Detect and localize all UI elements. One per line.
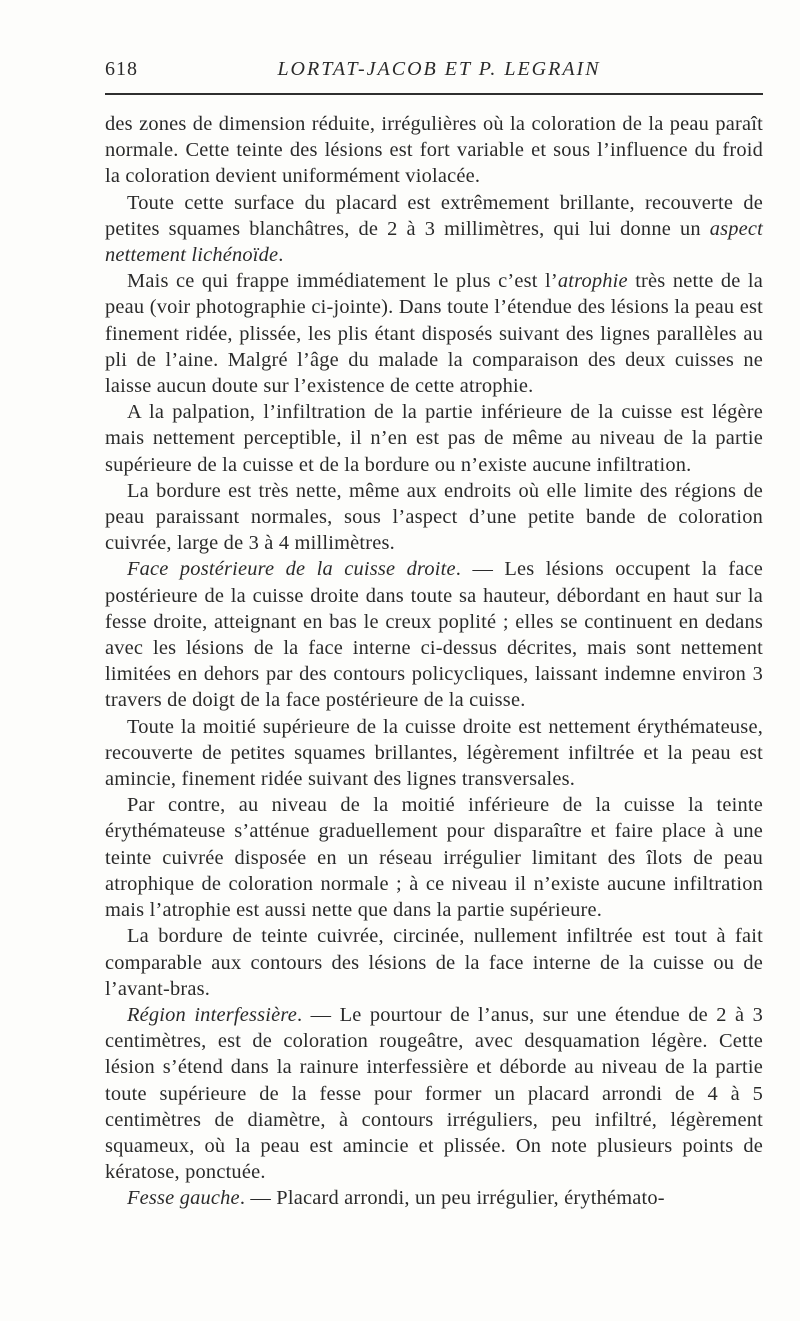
page-number: 618 xyxy=(105,58,138,80)
body-text xyxy=(105,111,763,1212)
paragraph-3 xyxy=(105,268,763,399)
paragraph-3-start: Mais ce qui frappe immédiatement le plus c’est l’ xyxy=(127,270,558,293)
paragraph-9-text: La bordure de teinte cuivrée, circinée, nullement infiltrée est tout à fait comparable aux contours des lésions de la face interne de la cuisse ou de l’avant-bras. xyxy=(105,925,763,1000)
paragraph-10 xyxy=(105,1002,763,1185)
paragraph-10-text: . — Le pourtour de l’anus, sur une étendue de 2 à 3 centimètres, est de coloration rougeâtre, avec desquamation légère. Cette lésion s’étend dans la rainure interfessière et déborde au niveau de la partie toute supérieure de la fesse pour former un placard arrondi de 4 à 5 centimètres de diamètre, à contours irréguliers, peu infiltré, légèrement squameux, où la peau est amincie et plissée. On note plusieurs points de kératose, ponctuée. xyxy=(105,1003,763,1184)
italic-emphasis: atrophie xyxy=(557,270,628,293)
paragraph-4-text: A la palpation, l’infiltration de la partie inférieure de la cuisse est légère mais nettement perceptible, il n’en est pas de même au niveau de la partie supérieure de la cuisse et de la bordure ou n’existe aucune infiltration. xyxy=(105,401,763,476)
paragraph-6-text: . — Les lésions occupent la face postérieure de la cuisse droite dans toute sa hauteur, débordant en haut sur la fesse droite, atteignant en bas le creux poplité ; elles se continuent en dedans avec les lésions de la face interne ci-dessus décrites, mais sont nettement limitées en dehors par des contours policycliques, laissant indemne environ 3 travers de doigt de la face postérieure de la cuisse. xyxy=(105,558,763,712)
section-heading: Face postérieure de la cuisse droite xyxy=(127,558,456,581)
paragraph-8-text: Par contre, au niveau de la moitié inférieure de la cuisse la teinte érythémateuse s’atténue graduellement pour disparaître et faire place à une teinte cuivrée disposée en un réseau irrégulier limitant des îlots de peau atrophique de coloration normale ; à ce niveau il n’existe aucune infiltration mais l’atrophie est aussi nette que dans la partie supérieure. xyxy=(105,794,763,922)
running-head: LORTAT-JACOB ET P. LEGRAIN xyxy=(277,58,601,80)
section-heading: Fesse gauche xyxy=(127,1187,240,1210)
paragraph-3-text: très nette de la peau (voir photographie ci-jointe). Dans toute l’étendue des lésions la peau est finement ridée, plissée, les plis étant disposés suivant des lignes parallèles au pli de l’aine. Malgré l’âge du malade la comparaison des deux cuisses ne laisse aucun doute sur l’existence de cette atrophie. xyxy=(105,270,763,398)
paragraph-5-text: La bordure est très nette, même aux endroits où elle limite des régions de peau paraissant normales, sous l’aspect d’une petite bande de coloration cuivrée, large de 3 à 4 millimètres. xyxy=(105,479,763,555)
paragraph-4 xyxy=(105,399,763,478)
paragraph-7 xyxy=(105,714,763,793)
paragraph-7-text: Toute la moitié supérieure de la cuisse droite est nettement érythémateuse, recouverte de petites squames brillantes, légèrement infiltrée et la peau est amincie, finement ridée suivant des lignes transversales. xyxy=(105,715,763,791)
paragraph-1-text: des zones de dimension réduite, irrégulières où la coloration de la peau paraît normale. Cette teinte des lésions est fort variable et sous l’influence du froid la coloration devient uniformément violacée. xyxy=(105,113,763,188)
paragraph-9 xyxy=(105,923,763,1002)
paragraph-11-text: . — Placard arrondi, un peu irrégulier, érythémato- xyxy=(239,1187,665,1210)
paragraph-2-text: Toute cette surface du placard est extrêmement brillante, recouverte de petites squames blanchâtres, de 2 à 3 millimètres, qui lui donne un xyxy=(105,191,763,240)
italic-emphasis: aspect nettement lichénoïde xyxy=(105,217,763,267)
paragraph-5 xyxy=(105,478,763,557)
paragraph-8 xyxy=(105,792,763,923)
paragraph-11 xyxy=(105,1185,763,1211)
paragraph-2 xyxy=(105,190,763,269)
paragraph-6 xyxy=(105,556,763,713)
section-heading: Région interfessière xyxy=(127,1003,297,1026)
paragraph-1 xyxy=(105,111,763,190)
header-rule xyxy=(105,93,763,95)
paragraph-2-end: . xyxy=(278,244,284,267)
page-header xyxy=(105,58,763,88)
